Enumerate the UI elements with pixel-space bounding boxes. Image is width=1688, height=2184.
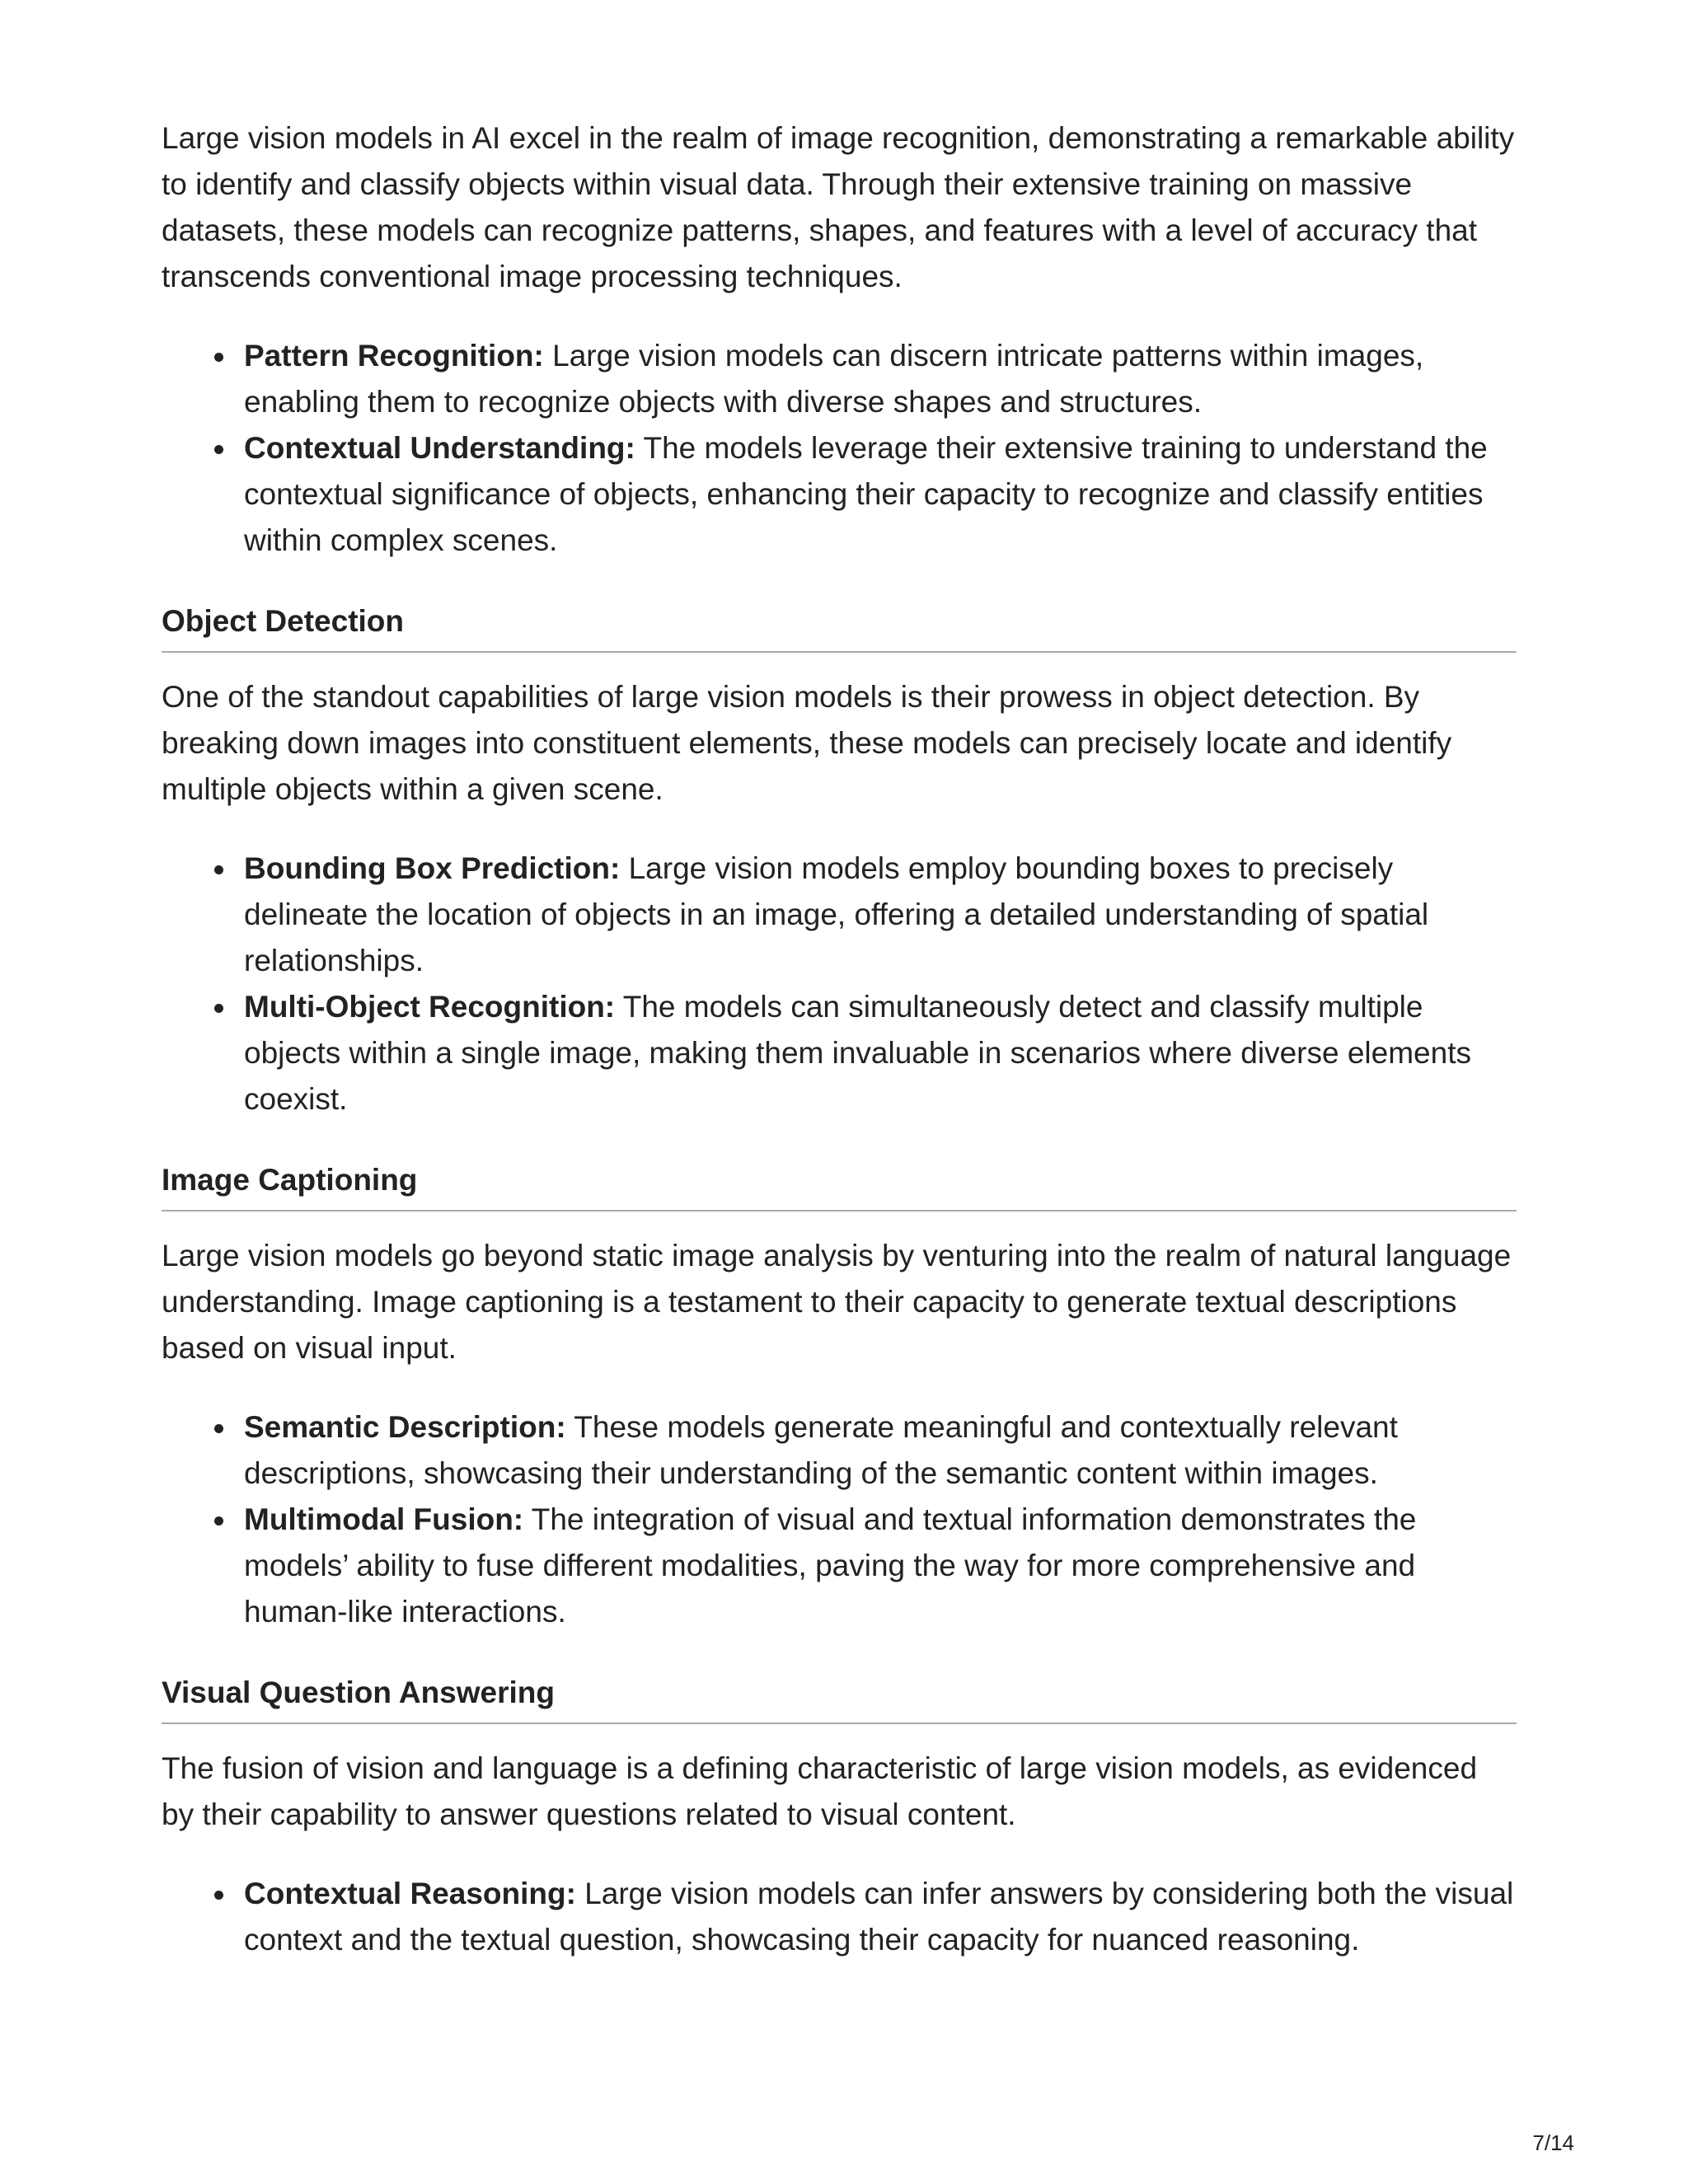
bullet-text: The models can simultaneously detect and classify multiple objects within a single image, making them invaluable in scenarios where diverse elements coexist.	[244, 990, 1471, 1116]
article-body	[162, 115, 1517, 1963]
section-bullet-list	[162, 1871, 1517, 1963]
section-object-detection	[162, 602, 1517, 1122]
bullet-text: The integration of visual and textual information demonstrates the models’ ability to fuse different modalities, paving the way for more comprehensive and human-like interactions.	[244, 1502, 1417, 1629]
list-item	[244, 333, 1517, 425]
bullet-text: Large vision models can infer answers by considering both the visual context and the textual question, showcasing their capacity for nuanced reasoning.	[244, 1877, 1514, 1957]
bullet-term: Multimodal Fusion:	[244, 1502, 524, 1536]
bullet-dot-icon	[214, 1516, 223, 1526]
section-paragraph: One of the standout capabilities of large vision models is their prowess in object detection. By breaking down images into constituent elements, these models can precisely locate and identify multiple objects within a given scene.	[162, 680, 1452, 806]
list-item	[244, 1497, 1517, 1635]
section-heading: Visual Question Answering	[162, 1673, 1517, 1724]
intro-bullet-list	[162, 333, 1517, 564]
bullet-term: Contextual Reasoning:	[244, 1877, 576, 1910]
bullet-dot-icon	[214, 1891, 223, 1900]
section-paragraph: The fusion of vision and language is a defining characteristic of large vision models, as evidenced by their capability to answer questions related to visual content.	[162, 1751, 1478, 1831]
list-item	[244, 1871, 1517, 1963]
section-bullet-list	[162, 1404, 1517, 1635]
list-item	[244, 1404, 1517, 1497]
bullet-text: The models leverage their extensive training to understand the contextual significance of objects, enhancing their capacity to recognize and classify entities within complex scenes.	[244, 431, 1488, 557]
section-heading: Image Captioning	[162, 1160, 1517, 1212]
bullet-text: Large vision models can discern intricate patterns within images, enabling them to recognize objects with diverse shapes and structures.	[244, 339, 1424, 419]
bullet-dot-icon	[214, 865, 223, 874]
section-image-captioning	[162, 1160, 1517, 1635]
bullet-term: Bounding Box Prediction:	[244, 851, 621, 885]
bullet-dot-icon	[214, 353, 223, 362]
bullet-text: These models generate meaningful and contextually relevant descriptions, showcasing their understanding of the semantic content within images.	[244, 1410, 1398, 1490]
list-item	[244, 425, 1517, 564]
list-item	[244, 846, 1517, 984]
bullet-term: Contextual Understanding:	[244, 431, 635, 465]
list-item	[244, 984, 1517, 1122]
bullet-text: Large vision models employ bounding boxes to precisely delineate the location of objects in an image, offering a detailed understanding of spatial relationships.	[244, 851, 1429, 977]
bullet-term: Multi-Object Recognition:	[244, 990, 616, 1024]
section-heading: Object Detection	[162, 602, 1517, 653]
bullet-dot-icon	[214, 1004, 223, 1013]
bullet-term: Pattern Recognition:	[244, 339, 544, 373]
bullet-dot-icon	[214, 1424, 223, 1433]
bullet-dot-icon	[214, 445, 223, 454]
section-paragraph: Large vision models go beyond static image analysis by venturing into the realm of natural language understanding. Image captioning is a testament to their capacity to generate textual descriptions based on visual input.	[162, 1239, 1512, 1365]
page-number: 7/14	[1532, 2130, 1574, 2155]
intro-paragraph: Large vision models in AI excel in the realm of image recognition, demonstrating a remarkable ability to identify and classify objects within visual data. Through their extensive training on massive datasets, these models can recognize patterns, shapes, and features with a level of accuracy that transcends conventional image processing techniques.	[162, 121, 1515, 293]
section-bullet-list	[162, 846, 1517, 1122]
section-visual-question-answering	[162, 1673, 1517, 1963]
bullet-term: Semantic Description:	[244, 1410, 566, 1444]
